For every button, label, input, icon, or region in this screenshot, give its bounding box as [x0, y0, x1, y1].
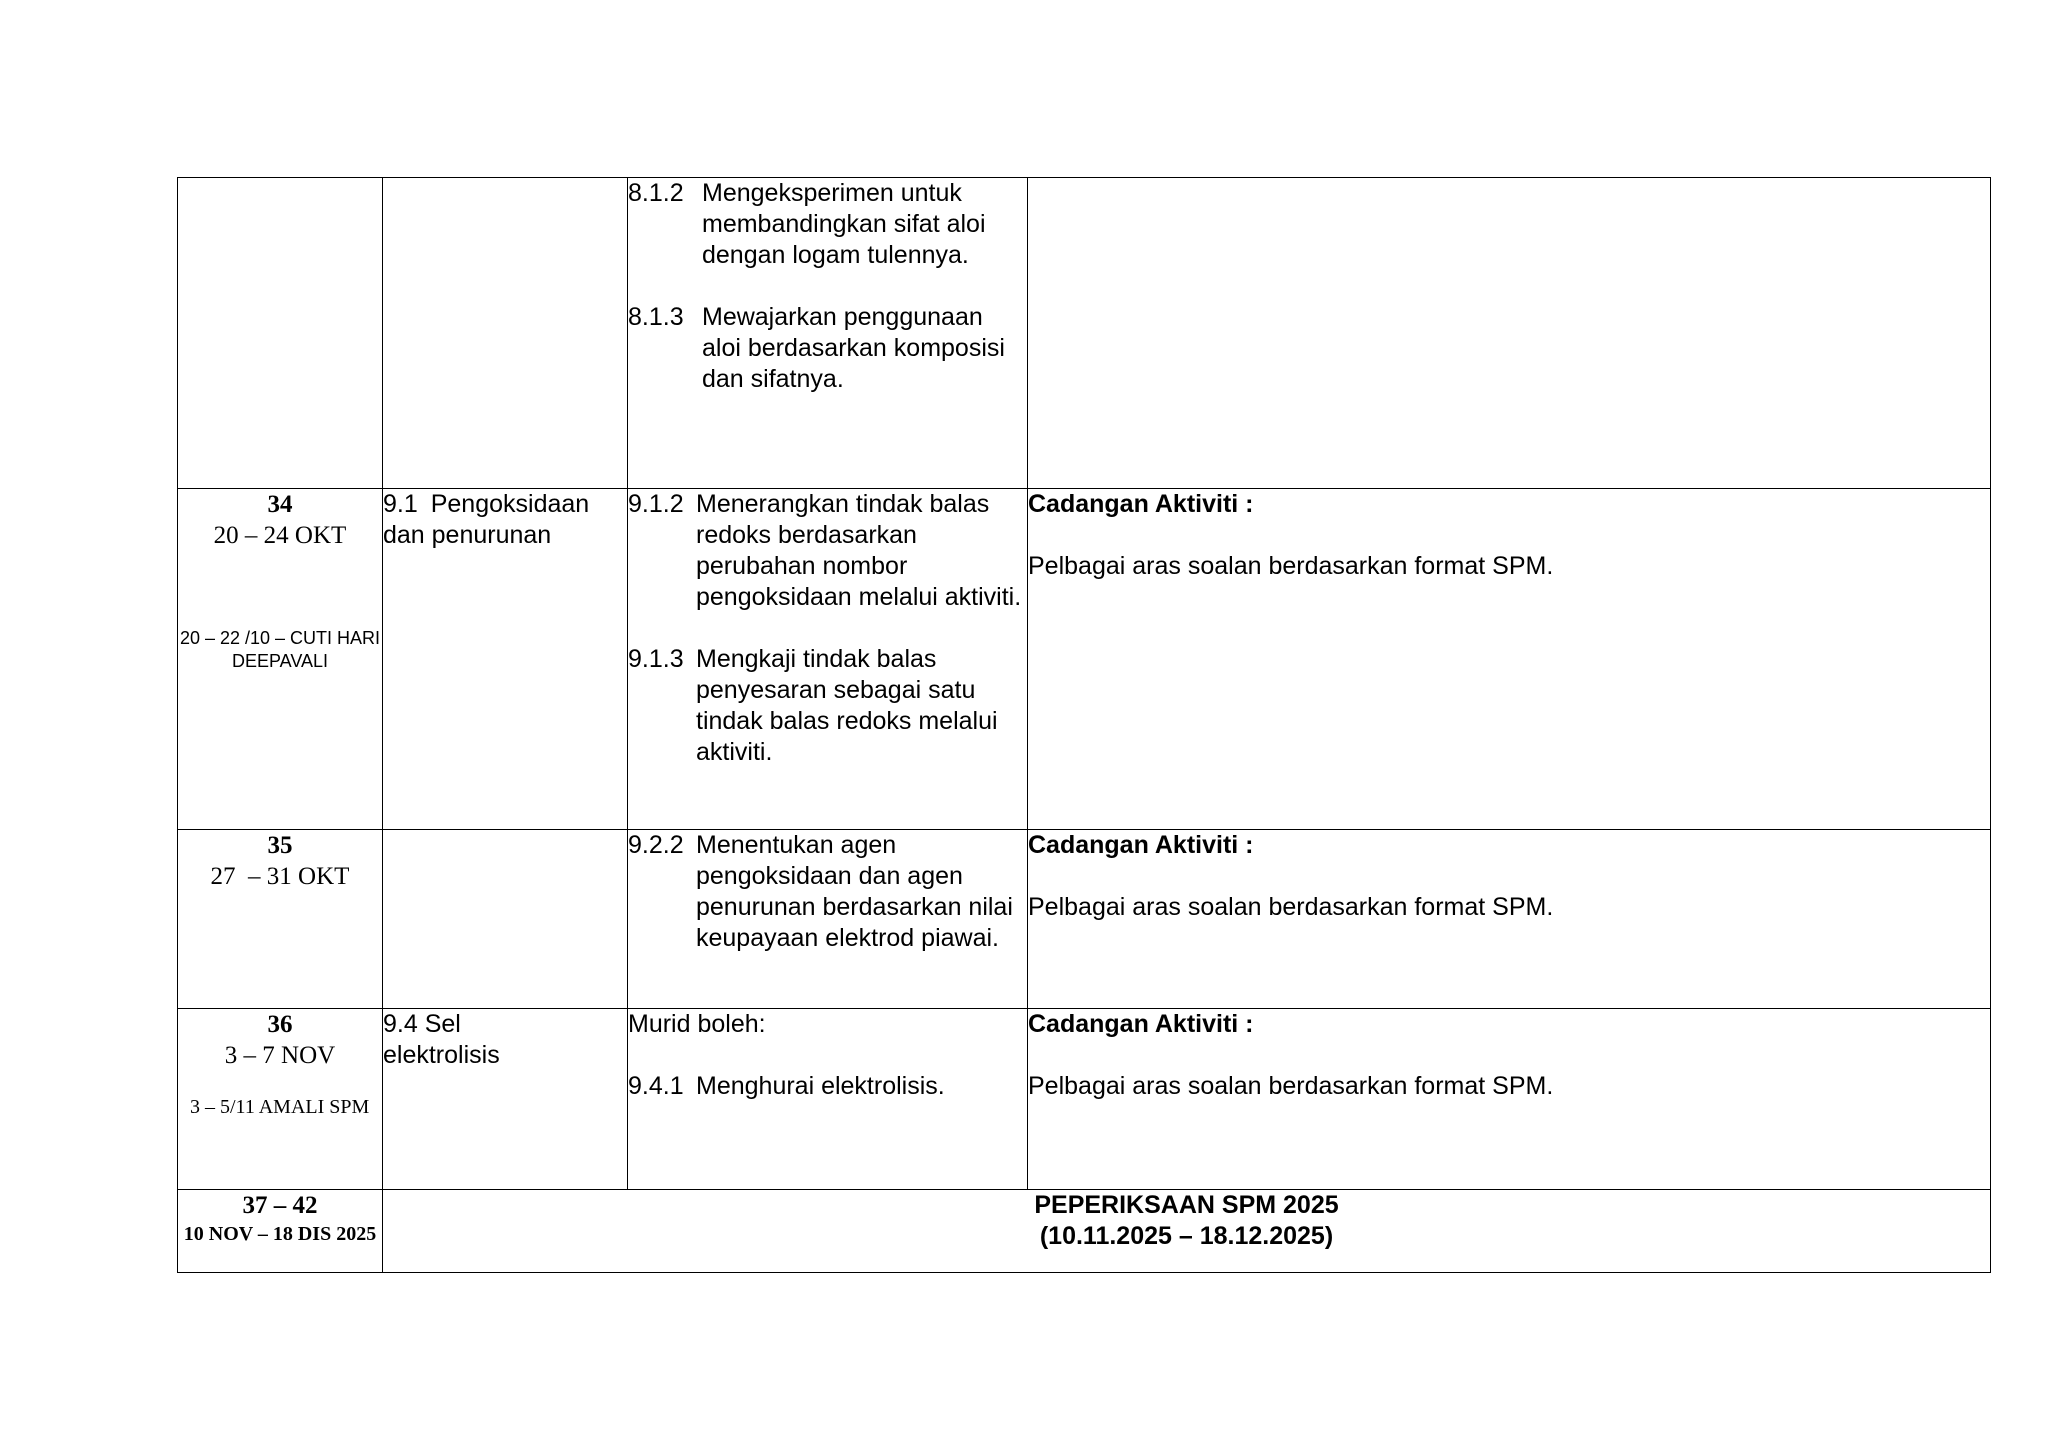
standard-text: Menghurai elektrolisis.	[696, 1072, 945, 1100]
topic-cell	[383, 830, 628, 1009]
activity-text: Pelbagai aras soalan berdasarkan format SPM.	[1028, 552, 1554, 580]
standard-code: 9.4.1	[628, 1072, 684, 1100]
standard-item	[628, 178, 1027, 271]
week-number: 37 – 42	[242, 1192, 318, 1219]
standard-code: 9.1.2	[628, 490, 684, 518]
table-row	[178, 489, 1991, 830]
standard-text: Mengeksperimen untuk membandingkan sifat aloi dengan logam tulennya.	[702, 179, 986, 269]
topic-text: Pengoksidaan dan penurunan	[383, 490, 590, 549]
activity-cell	[1028, 1009, 1991, 1190]
week-number: 34	[267, 491, 293, 518]
lesson-plan-table	[177, 177, 1991, 1273]
week-dates: 3 – 7 NOV	[224, 1042, 336, 1069]
exam-dates: (10.11.2025 – 18.12.2025)	[1039, 1222, 1334, 1250]
table-row	[178, 830, 1991, 1009]
standard-text: Menerangkan tindak balas redoks berdasarkan perubahan nombor pengoksidaan melalui aktiviti.	[696, 490, 1022, 611]
standard-text: Menentukan agen pengoksidaan dan agen penurunan berdasarkan nilai keupayaan elektrod piawai.	[696, 831, 1013, 952]
standards-intro: Murid boleh:	[628, 1010, 766, 1038]
standard-code: 9.1.3	[628, 645, 684, 673]
activity-cell	[1028, 489, 1991, 830]
topic-line: elektrolisis	[383, 1041, 500, 1069]
standards-cell	[628, 1009, 1028, 1190]
week-cell	[178, 830, 383, 1009]
topic-cell	[383, 1009, 628, 1190]
standards-cell	[628, 178, 1028, 489]
activity-title: Cadangan Aktiviti :	[1028, 831, 1254, 859]
activity-cell	[1028, 830, 1991, 1009]
activity-cell	[1028, 178, 1991, 489]
topic-cell	[383, 178, 628, 489]
standard-item	[628, 644, 1027, 768]
standard-code: 9.2.2	[628, 831, 684, 859]
standard-item	[628, 1071, 1027, 1102]
exam-title: PEPERIKSAAN SPM 2025	[1034, 1191, 1339, 1219]
activity-title: Cadangan Aktiviti :	[1028, 1010, 1254, 1038]
topic-line: 9.4 Sel	[383, 1010, 461, 1038]
week-cell	[178, 1009, 383, 1190]
activity-text: Pelbagai aras soalan berdasarkan format SPM.	[1028, 1072, 1554, 1100]
standards-cell	[628, 830, 1028, 1009]
table-row	[178, 1190, 1991, 1273]
standard-item	[628, 830, 1027, 954]
week-number: 36	[267, 1011, 293, 1038]
week-note: 20 – 22 /10 – CUTI HARI DEEPAVALI	[179, 628, 381, 671]
week-note: 3 – 5/11 AMALI SPM	[190, 1096, 370, 1118]
week-cell	[178, 1190, 383, 1273]
standard-code: 8.1.3	[628, 303, 684, 331]
standard-text: Mengkaji tindak balas penyesaran sebagai satu tindak balas redoks melalui aktiviti.	[696, 645, 998, 766]
week-cell	[178, 178, 383, 489]
standard-item	[628, 489, 1027, 613]
activity-text: Pelbagai aras soalan berdasarkan format SPM.	[1028, 893, 1554, 921]
week-dates: 27 – 31 OKT	[210, 863, 350, 890]
week-dates: 20 – 24 OKT	[213, 522, 347, 549]
table-row	[178, 1009, 1991, 1190]
standard-text: Mewajarkan penggunaan aloi berdasarkan komposisi dan sifatnya.	[702, 303, 1005, 393]
table-row	[178, 178, 1991, 489]
standards-cell	[628, 489, 1028, 830]
activity-title: Cadangan Aktiviti :	[1028, 490, 1254, 518]
exam-cell	[383, 1190, 1991, 1273]
topic-cell	[383, 489, 628, 830]
week-cell	[178, 489, 383, 830]
week-dates: 10 NOV – 18 DIS 2025	[183, 1223, 377, 1245]
standard-item	[628, 302, 1027, 395]
week-number: 35	[267, 832, 293, 859]
standard-code: 8.1.2	[628, 179, 684, 207]
topic-code: 9.1	[383, 490, 418, 518]
